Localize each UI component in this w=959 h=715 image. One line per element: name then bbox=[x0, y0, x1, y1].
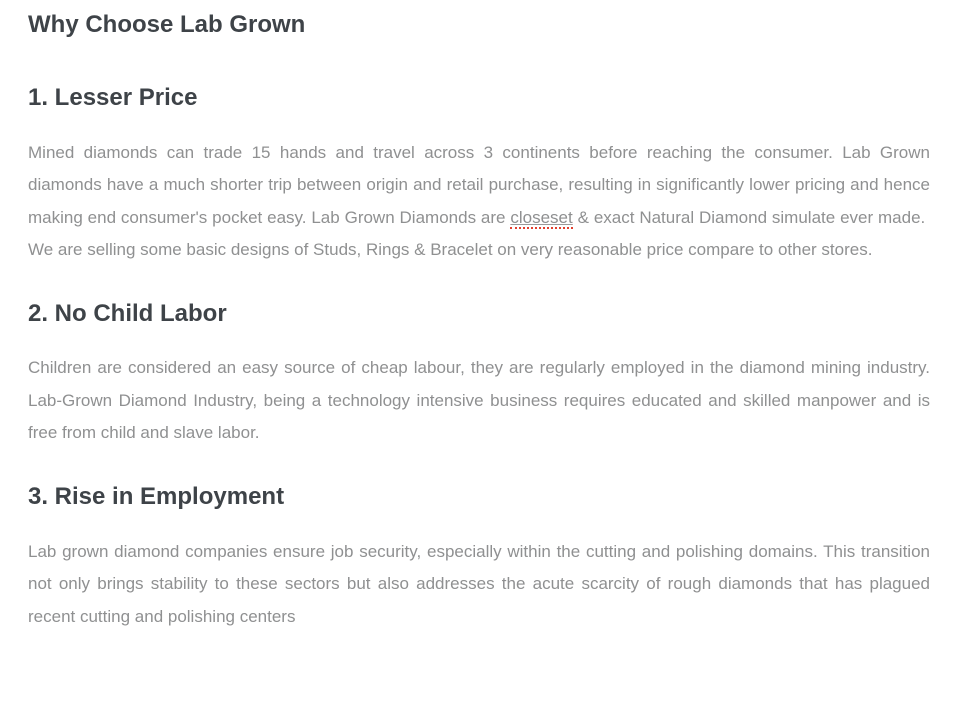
section-paragraph-no-child-labor: Children are considered an easy source of cheap labour, they are regularly employed in the diamond mining industry. Lab-Grown Diamond Industry, being a technology intensive business requires educated and skilled manpower and is free from child and slave labor. bbox=[28, 358, 930, 443]
paragraph-text-before: Mined diamonds can trade 15 hands and travel across 3 continents before reaching the consumer. Lab Grown diamonds have a much shorter trip between origin and retail purchase, resulting in significantly lower pricing and hence making end consumer's pocket easy. Lab Grown Diamonds are bbox=[28, 142, 930, 227]
section-paragraph-lesser-price bbox=[28, 137, 930, 267]
section-heading-no-child-labor: 2. No Child Labor bbox=[28, 299, 227, 327]
section-heading-lesser-price: 1. Lesser Price bbox=[28, 83, 198, 111]
section-paragraph-rise-in-employment: Lab grown diamond companies ensure job security, especially within the cutting and polishing domains. This transition not only brings stability to these sectors but also addresses the acute scarcity of rough diamonds that has plagued recent cutting and polishing centers bbox=[28, 541, 930, 626]
article-content bbox=[28, 11, 930, 633]
misspelled-word: closeset bbox=[510, 207, 573, 227]
section-heading-rise-in-employment: 3. Rise in Employment bbox=[28, 482, 285, 510]
section-rise-in-employment bbox=[28, 483, 930, 633]
page-title: Why Choose Lab Grown bbox=[28, 11, 306, 38]
paragraph-text-after: & exact Natural Diamond simulate ever made. We are selling some basic designs of Studs, Rings & Bracelet on very reasonable price compare to other stores. bbox=[28, 207, 930, 260]
section-no-child-labor bbox=[28, 300, 930, 450]
section-lesser-price bbox=[28, 84, 930, 267]
